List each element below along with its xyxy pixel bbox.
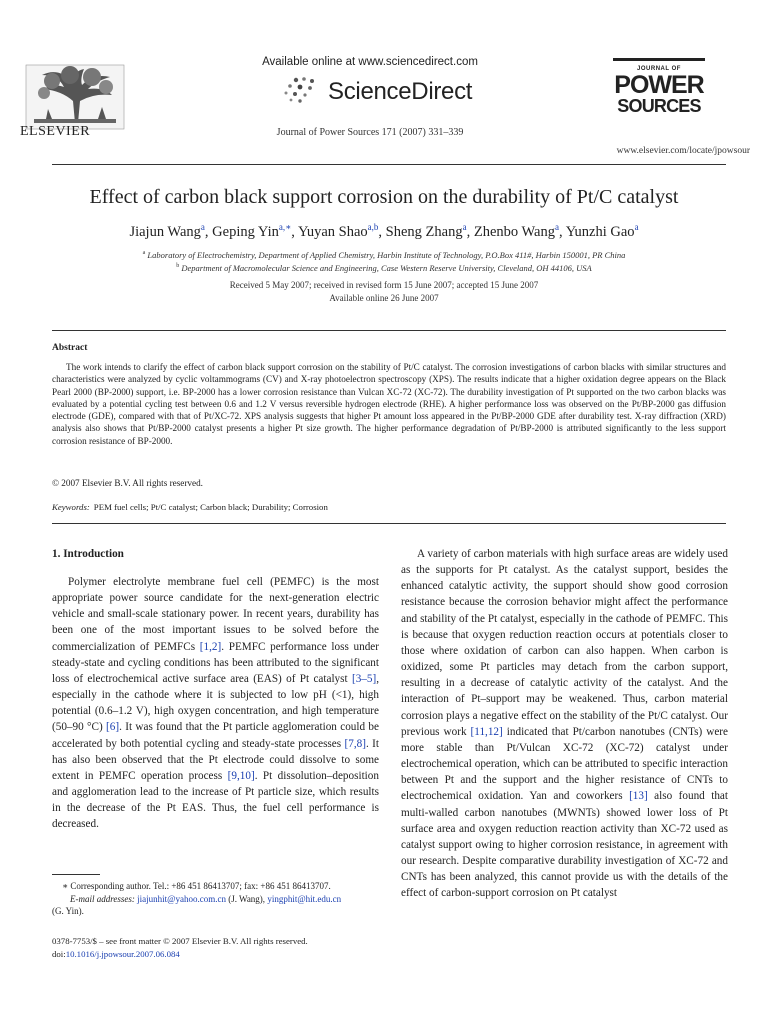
author-affiliation-mark[interactable]: a (634, 222, 639, 232)
doi-label: doi: (52, 949, 66, 959)
intro-right-column (401, 546, 728, 901)
footnote-mark: ∗ (62, 881, 69, 891)
email-link-yin[interactable]: yingphit@hit.edu.cn (267, 893, 342, 904)
citation-link[interactable]: [3–5] (351, 672, 377, 685)
keywords-line (52, 502, 328, 512)
email-label: E-mail addresses: (70, 893, 135, 904)
abstract-copyright: © 2007 Elsevier B.V. All rights reserved. (52, 478, 203, 488)
affiliation-a (30, 250, 738, 260)
intro-left-column (52, 574, 379, 833)
journal-logo-power-text: POWER (614, 71, 704, 99)
journal-logo-sources-text: SOURCES (617, 96, 701, 116)
elsevier-wordmark: ELSEVIER (20, 124, 91, 139)
abstract-bottom-divider (52, 523, 726, 524)
received-dates: Received 5 May 2007; received in revised form 15 June 2007; accepted 15 June 2007 (229, 280, 539, 290)
article-title: Effect of carbon black support corrosion on the durability of Pt/C catalyst (89, 186, 679, 208)
affiliation-text: Laboratory of Electrochemistry, Department of Applied Chemistry, Harbin Institute of Technology, P.O.Box 411#, Harbin 150001, PR China (147, 250, 626, 260)
author-affiliation-mark[interactable]: a (554, 222, 559, 232)
abstract-top-divider (52, 330, 726, 331)
footnote-divider (52, 874, 100, 875)
email-owner-wang: (J. Wang), (228, 893, 266, 904)
intro-paragraph-1: Polymer electrolyte membrane fuel cell (PEMFC) is the most appropriate power source candidate for the next-generation electric vehicle and small-scale stationary power. In recent years, durability has been one of the most important issues to be solved before the commercialization of PEMFCs [1,2]. PEMFC performance loss under steady-state and cycling conditions has been attributed to the significant loss of electrochemical active surface area (EAS) of Pt catalyst [3–5], especially in the cathode where it is subjected to low pH (<1), high potential (0.6–1.2 V), high oxygen concentration, and high temperature (50–90 °C) [6]. It was found that the Pt particle agglomeration could be accelerated by both potential cycling and steady-state processes [7,8]. It has also been observed that the Pt electrode could dissolve to some extent in PEMFC operation process [9,10]. Pt dissolution–deposition and agglomeration lead to the increase of Pt particle size, which results in the decrease of the Pt EAS. Thus, the fuel cell performance is decreased. (52, 576, 379, 831)
author-name: Yuyan Shao (297, 223, 368, 240)
author-affiliation-mark[interactable]: a (200, 222, 205, 232)
journal-of-power-sources-logo (613, 58, 705, 132)
author-name: Jiajun Wang (129, 223, 201, 240)
abstract-text: The work intends to clarify the effect of carbon black support corrosion on the stability of Pt/C catalyst. The corrosion investigations of carbon blacks with similar structures and characteristics were analyzed by cyclic voltammograms (CV) and X-ray photoelectron spectroscopy (XPS). The results indicate that a higher oxidation degree appears on the Black Pearl 2000 (BP-2000) support, i.e. BP-2000 has a lower corrosion resistance than Vulcan XC-72 (XC-72). The durability investigation of Pt supported on the two carbon blacks was evaluated by a potential cycling test between 0.6 and 1.2 V versus reversible hydrogen electrode (RHE). A higher performance loss was observed on the Pt/BP-2000 gas diffusion electrode (GDE), compared with that of Pt/XC-72. XPS analysis suggests that higher Pt amount loss appeared in the Pt/BP-2000 GDE after durability test. X-ray diffraction (XRD) analysis also shows that Pt/BP-2000 catalyst presents a higher Pt size growth. The higher performance degradation of Pt/BP-2000 is attributed significantly to the less support corrosion resistance of BP-2000. (52, 362, 726, 446)
corresponding-author-footnote (52, 880, 382, 918)
author-name: Sheng Zhang (385, 223, 463, 240)
author-name: Yunzhi Gao (565, 223, 635, 240)
section-heading-introduction: 1. Introduction (52, 548, 124, 560)
email-link-wang[interactable]: jiajunhit@yahoo.com.cn (137, 893, 226, 904)
author-affiliation-mark[interactable]: a,∗ (278, 222, 292, 232)
keywords-label: Keywords: (52, 502, 90, 512)
citation-link[interactable]: [11,12] (470, 725, 503, 738)
author-affiliation-mark[interactable]: a,b (367, 222, 379, 232)
doi-line (52, 949, 180, 959)
intro-paragraph-2: A variety of carbon materials with high surface areas are widely used as the supports for Pt catalyst. As the catalyst support, besides the enhanced catalytic activity, the support should show good corrosion resistance because the corrosion behavior might affect the performance and stability of the Pt catalyst, especially in the cathode of PEMFC. This is because that oxygen reduction reaction occurs at potentials closer to those where oxidation of carbon can also happen. When carbon is oxidized, some Pt particles may detach from the carbon support, resulting in a decrease of catalytic activity of the catalyst. And the interaction of Pt–support may be weakened. Thus, carbon material corrosion plays a negative effect on the stability of the Pt/C catalyst. Our previous work [11,12] indicated that Pt/carbon nanotubes (CNTs) were more stable than Pt/Vulcan XC-72 (XC-72) catalyst under electrochemical operation, which can be attributed to specific interaction between Pt and the support and the higher resistance of CNTs to electrochemical oxidation. Yan and coworkers [13] also found that multi-walled carbon nanotubes (MWNTs) showed lower loss of Pt surface area and oxygen reduction reaction activity than XC-72 used as catalyst support owing to higher corrosion resistance, in agreement with our research. Despite comparative durability investigation of XC-72 and CNTs has been analyzed, this cannot provide us with the details of the effect of carbon-support corrosion on Pt catalyst (401, 548, 729, 900)
sciencedirect-wordmark: ScienceDirect (328, 78, 473, 105)
doi-link[interactable]: 10.1016/j.jpowsour.2007.06.084 (65, 949, 180, 959)
header-divider (52, 164, 726, 165)
author-list: Jiajun Wang$^a$, Geping Yin$^{a,∗}$, Yuyan Shao$^{a,b}$, Sheng Zhang$^a$, Zhenbo Wang$^a$, Yunzhi Gao$^a$ (129, 222, 639, 240)
footnote-contact: Corresponding author. Tel.: +86 451 86413707; fax: +86 451 86413707. (70, 881, 331, 891)
citation-link[interactable]: [7,8] (344, 737, 366, 750)
author-affiliation-mark[interactable]: a (462, 222, 467, 232)
journal-homepage-link[interactable]: www.elsevier.com/locate/jpowsour (616, 146, 750, 156)
author-name: Geping Yin (212, 223, 279, 240)
citation-link[interactable]: [13] (629, 790, 648, 803)
citation-link[interactable]: [1,2] (199, 640, 222, 653)
author-name: Zhenbo Wang (473, 223, 555, 240)
email-owner-yin: (G. Yin). (52, 906, 84, 916)
sciencedirect-dots-icon (282, 75, 322, 105)
affiliation-b (30, 263, 738, 273)
abstract-heading: Abstract (52, 343, 88, 353)
journal-logo-small-text: JOURNAL OF (637, 66, 681, 72)
issn-line: 0378-7753/$ – see front matter © 2007 Elsevier B.V. All rights reserved. (52, 936, 308, 946)
abstract-body (52, 361, 726, 447)
available-online-text: Available online at www.sciencedirect.com (262, 56, 478, 68)
available-online-date: Available online 26 June 2007 (329, 293, 439, 303)
affiliation-mark: b (176, 263, 180, 270)
affiliation-text: Department of Macromolecular Science and Engineering, Case Western Reserve University, Cleveland, OH 44106, USA (181, 263, 592, 273)
journal-reference: Journal of Power Sources 171 (2007) 331–339 (276, 127, 464, 138)
citation-link[interactable]: [9,10] (227, 769, 255, 782)
keywords-text: PEM fuel cells; Pt/C catalyst; Carbon black; Durability; Corrosion (93, 502, 328, 512)
affiliation-mark: a (142, 250, 146, 257)
citation-link[interactable]: [6] (106, 721, 120, 734)
